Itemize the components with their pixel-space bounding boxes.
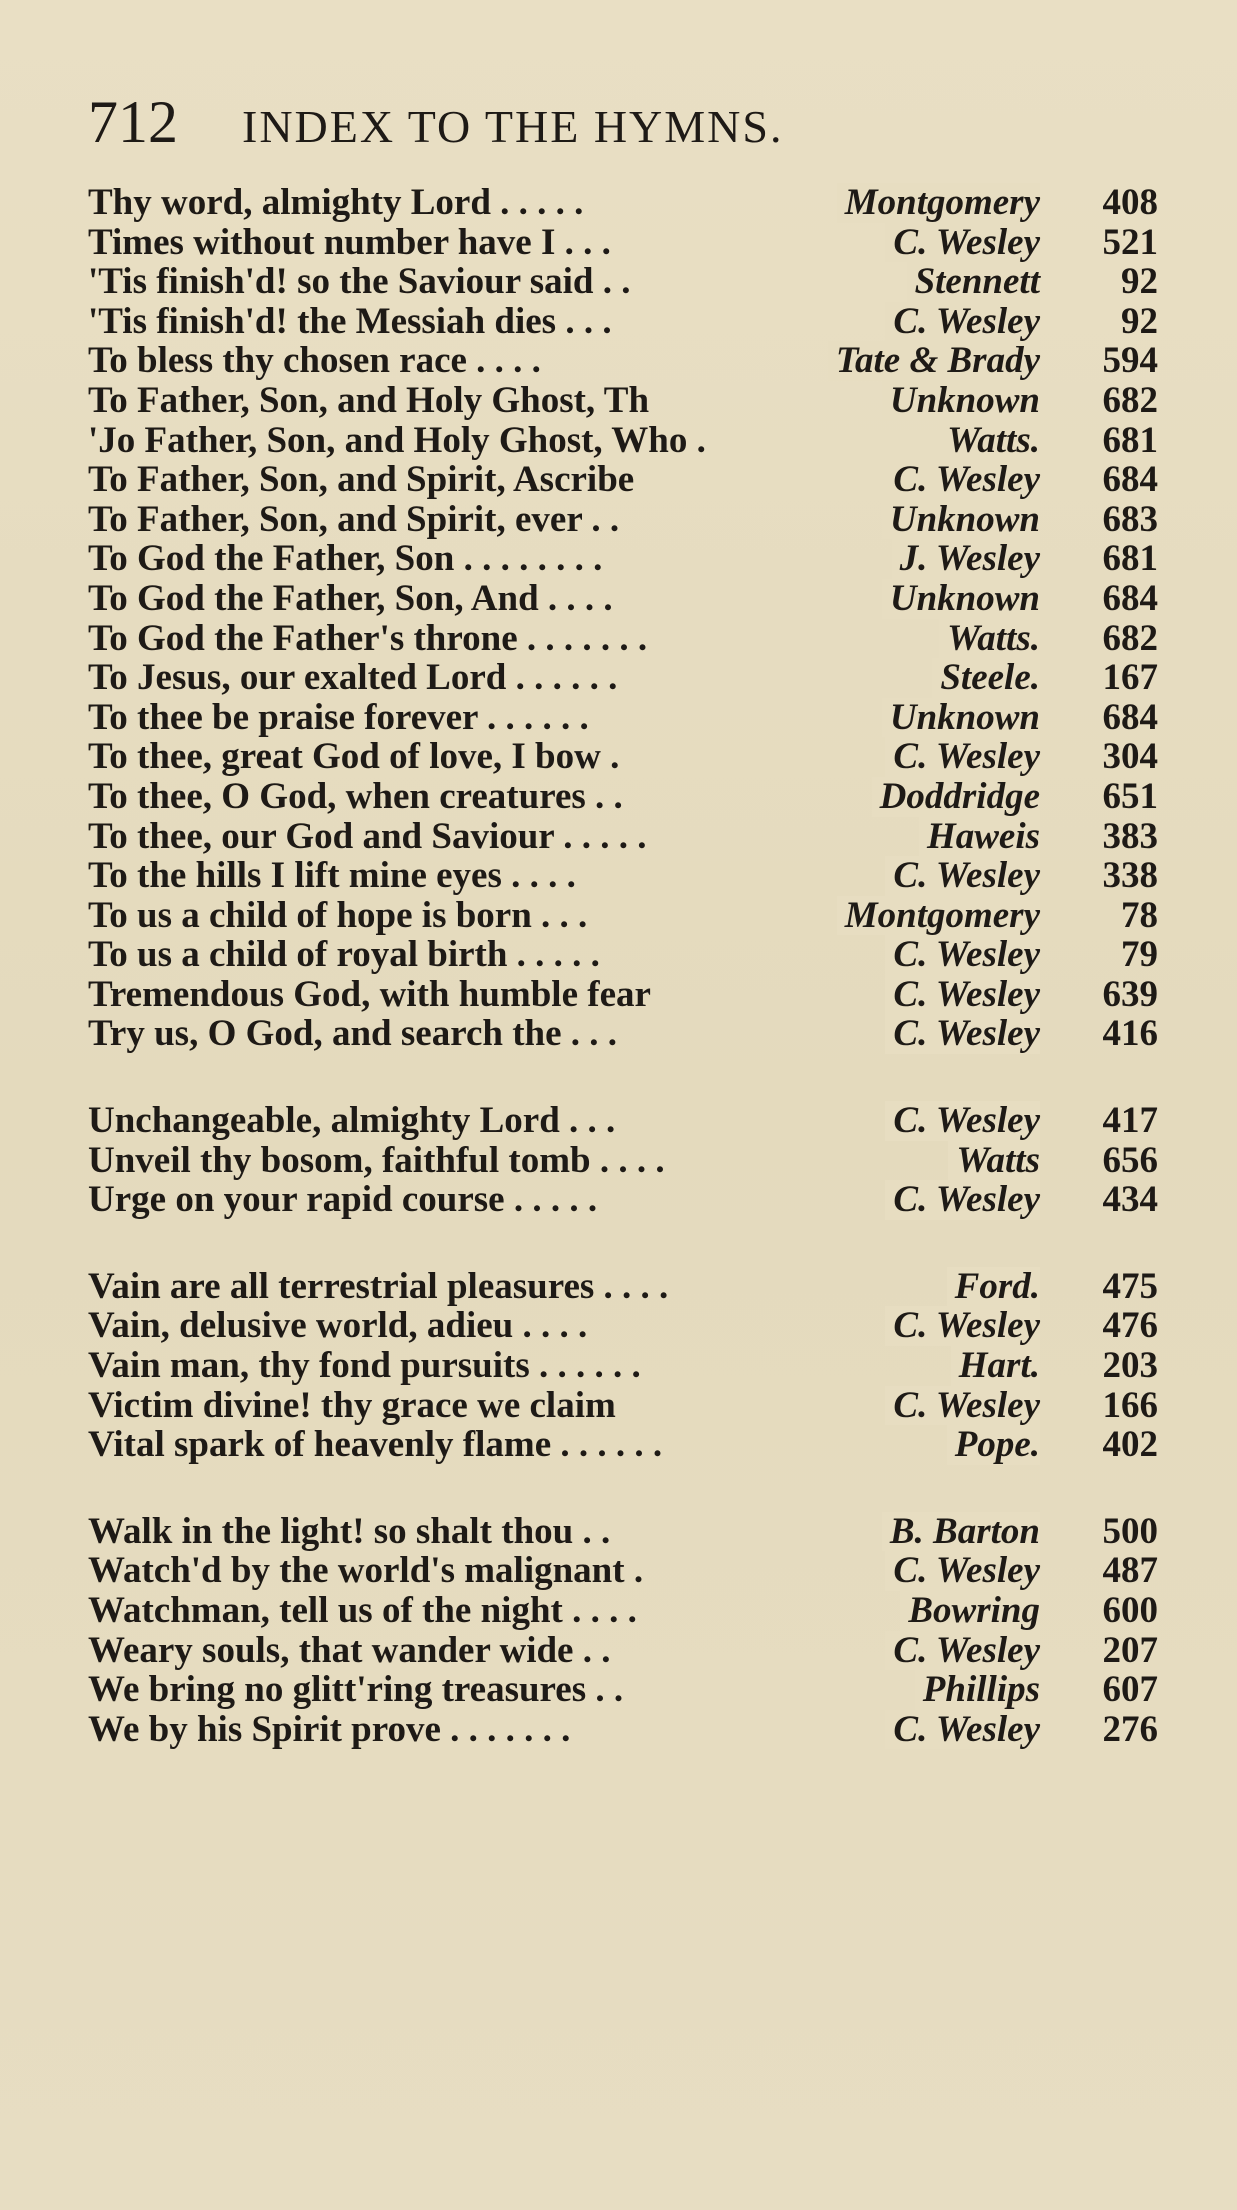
hymn-number: 681 <box>1102 539 1158 579</box>
hymn-number: 207 <box>1102 1630 1158 1671</box>
hymn-first-line: Victim divine! thy grace we claim <box>88 1385 616 1426</box>
hymn-author: Montgomery <box>837 183 1040 223</box>
hymn-number: 683 <box>1102 499 1158 540</box>
hymn-first-line: 'Tis finish'd! so the Saviour said . . <box>88 262 631 302</box>
hymn-first-line: To God the Father, Son . . . . . . . . <box>88 539 603 579</box>
hymn-number: 78 <box>1121 895 1158 936</box>
index-entry <box>88 421 1158 461</box>
hymn-author: Unknown <box>882 500 1040 540</box>
index-entry <box>88 223 1158 263</box>
index-entry <box>88 262 1158 302</box>
hymn-first-line: To bless thy chosen race . . . . <box>88 341 541 381</box>
hymn-author: Ford. <box>947 1267 1040 1307</box>
index-entry <box>88 896 1158 936</box>
hymn-first-line: To God the Father's throne . . . . . . . <box>88 618 648 659</box>
hymn-author: C. Wesley <box>885 460 1040 500</box>
hymn-number: 383 <box>1102 816 1158 857</box>
hymn-number: 607 <box>1102 1670 1158 1710</box>
hymn-number: 434 <box>1102 1180 1158 1220</box>
index-entry <box>88 1591 1158 1631</box>
hymn-number: 651 <box>1102 776 1158 817</box>
hymn-first-line: Vital spark of heavenly flame . . . . . . <box>88 1425 663 1465</box>
hymn-author: Bowring <box>900 1591 1040 1631</box>
running-head: INDEX TO THE HYMNS. <box>242 101 784 152</box>
hymn-number: 475 <box>1102 1266 1158 1307</box>
index-entry <box>88 737 1158 777</box>
index-entry <box>88 1631 1158 1671</box>
hymn-author: Phillips <box>915 1670 1040 1710</box>
index-entry <box>88 1346 1158 1386</box>
hymn-author: Doddridge <box>872 777 1040 817</box>
hymn-first-line: To thee, our God and Saviour . . . . . <box>88 816 647 857</box>
index-entry <box>88 539 1158 579</box>
hymn-number: 487 <box>1102 1551 1158 1591</box>
hymn-first-line: To God the Father, Son, And . . . . <box>88 578 613 619</box>
index-entry <box>88 658 1158 698</box>
hymn-author: Watts <box>948 1141 1040 1181</box>
hymn-first-line: Unchangeable, almighty Lord . . . <box>88 1101 616 1141</box>
hymn-first-line: Vain are all terrestrial pleasures . . . . <box>88 1266 669 1307</box>
index-entry <box>88 1014 1158 1054</box>
index-entry <box>88 500 1158 540</box>
hymn-number: 684 <box>1102 460 1158 500</box>
index-entry <box>88 1710 1158 1750</box>
hymn-first-line: To thee, O God, when creatures . . <box>88 776 623 817</box>
hymn-number: 476 <box>1102 1306 1158 1347</box>
hymn-first-line: Tremendous God, with humble fear <box>88 974 651 1015</box>
hymn-number: 684 <box>1102 578 1158 619</box>
hymn-first-line: We by his Spirit prove . . . . . . . <box>88 1709 571 1750</box>
hymn-author: Hart. <box>951 1346 1040 1386</box>
hymn-author: J. Wesley <box>892 539 1040 579</box>
hymn-author: Steele. <box>932 658 1040 698</box>
hymn-number: 276 <box>1102 1709 1158 1750</box>
hymn-first-line: 'Tis finish'd! the Messiah dies . . . <box>88 301 612 342</box>
hymn-number: 656 <box>1102 1140 1158 1181</box>
hymn-author: Unknown <box>882 698 1040 738</box>
index-entry <box>88 1141 1158 1181</box>
hymn-number: 408 <box>1102 183 1158 223</box>
index-entry <box>88 579 1158 619</box>
hymn-number: 167 <box>1102 658 1158 698</box>
hymn-author: Tate & Brady <box>828 341 1040 381</box>
hymn-first-line: To us a child of royal birth . . . . . <box>88 935 600 975</box>
hymn-first-line: Vain, delusive world, adieu . . . . <box>88 1306 588 1347</box>
hymn-number: 166 <box>1102 1385 1158 1426</box>
hymn-first-line: To Jesus, our exalted Lord . . . . . . <box>88 658 618 698</box>
index-section-u <box>88 1101 1158 1220</box>
hymn-author: Montgomery <box>837 896 1040 936</box>
hymn-author: C. Wesley <box>885 1306 1040 1346</box>
hymn-number: 92 <box>1121 262 1158 302</box>
hymn-author: Pope. <box>947 1425 1040 1465</box>
page-number: 712 <box>88 89 178 155</box>
index-entry <box>88 856 1158 896</box>
hymn-first-line: Times without number have I . . . <box>88 222 611 263</box>
index-entry <box>88 1306 1158 1346</box>
hymn-number: 594 <box>1102 341 1158 381</box>
hymn-author: Haweis <box>919 817 1040 857</box>
index-entry <box>88 302 1158 342</box>
hymn-author: C. Wesley <box>885 223 1040 263</box>
index-section-t <box>88 183 1158 1054</box>
hymn-number: 203 <box>1102 1346 1158 1386</box>
hymn-author: C. Wesley <box>885 302 1040 342</box>
hymn-first-line: Weary souls, that wander wide . . <box>88 1630 611 1671</box>
hymn-author: Unknown <box>882 381 1040 421</box>
hymn-first-line: 'Jo Father, Son, and Holy Ghost, Who . <box>88 420 706 461</box>
index-entry <box>88 1180 1158 1220</box>
hymn-number: 416 <box>1102 1014 1158 1055</box>
hymn-first-line: Watch'd by the world's malignant . <box>88 1551 644 1591</box>
hymn-first-line: Try us, O God, and search the . . . <box>88 1014 618 1055</box>
index-section-w <box>88 1512 1158 1750</box>
hymn-author: C. Wesley <box>885 1014 1040 1054</box>
hymn-author: C. Wesley <box>885 1551 1040 1591</box>
hymn-number: 79 <box>1121 935 1158 975</box>
hymn-author: Stennett <box>907 262 1040 302</box>
index-entry <box>88 698 1158 738</box>
hymn-first-line: To thee be praise forever . . . . . . <box>88 697 589 738</box>
hymn-number: 500 <box>1102 1511 1158 1552</box>
index-entry <box>88 1386 1158 1426</box>
hymn-first-line: Vain man, thy fond pursuits . . . . . . <box>88 1346 641 1386</box>
hymn-number: 417 <box>1102 1101 1158 1141</box>
index-entry <box>88 1101 1158 1141</box>
hymn-first-line: Urge on your rapid course . . . . . <box>88 1180 598 1220</box>
hymn-first-line: Walk in the light! so shalt thou . . <box>88 1511 611 1552</box>
hymn-author: C. Wesley <box>885 975 1040 1015</box>
hymn-author: C. Wesley <box>885 856 1040 896</box>
index-entry <box>88 777 1158 817</box>
index-entry <box>88 975 1158 1015</box>
hymn-number: 681 <box>1102 420 1158 461</box>
hymn-author: C. Wesley <box>885 935 1040 975</box>
hymn-first-line: To thee, great God of love, I bow . <box>88 737 620 777</box>
hymn-author: C. Wesley <box>885 1101 1040 1141</box>
index-entry <box>88 1551 1158 1591</box>
hymn-first-line: Watchman, tell us of the night . . . . <box>88 1591 637 1631</box>
index-entry <box>88 1267 1158 1307</box>
hymn-author: C. Wesley <box>885 1180 1040 1220</box>
index-entry <box>88 817 1158 857</box>
index-entry <box>88 1425 1158 1465</box>
hymn-author: C. Wesley <box>885 1386 1040 1426</box>
hymn-number: 304 <box>1102 737 1158 777</box>
hymn-first-line: Thy word, almighty Lord . . . . . <box>88 183 584 223</box>
index-entry <box>88 341 1158 381</box>
index-entry <box>88 381 1158 421</box>
hymn-number: 639 <box>1102 974 1158 1015</box>
hymn-first-line: Unveil thy bosom, faithful tomb . . . . <box>88 1140 665 1181</box>
hymn-number: 600 <box>1102 1591 1158 1631</box>
hymn-number: 684 <box>1102 697 1158 738</box>
hymn-first-line: To Father, Son, and Spirit, ever . . <box>88 499 620 540</box>
index-entry <box>88 619 1158 659</box>
index-entry <box>88 1670 1158 1710</box>
index-entry <box>88 183 1158 223</box>
hymn-author: C. Wesley <box>885 1631 1040 1671</box>
hymn-number: 682 <box>1102 380 1158 421</box>
hymn-index <box>88 183 1158 1749</box>
index-entry <box>88 935 1158 975</box>
index-entry <box>88 460 1158 500</box>
hymn-author: B. Barton <box>882 1512 1040 1552</box>
hymn-author: Watts. <box>939 619 1040 659</box>
hymn-author: Unknown <box>882 579 1040 619</box>
hymn-author: C. Wesley <box>885 737 1040 777</box>
hymn-author: Watts. <box>939 421 1040 461</box>
hymn-number: 682 <box>1102 618 1158 659</box>
index-entry <box>88 1512 1158 1552</box>
hymn-number: 338 <box>1102 856 1158 896</box>
hymn-first-line: To the hills I lift mine eyes . . . . <box>88 856 576 896</box>
page-header <box>88 88 1188 158</box>
hymn-first-line: We bring no glitt'ring treasures . . <box>88 1670 624 1710</box>
hymn-author: C. Wesley <box>885 1710 1040 1750</box>
hymn-number: 402 <box>1102 1425 1158 1465</box>
hymn-number: 92 <box>1121 301 1158 342</box>
hymn-first-line: To us a child of hope is born . . . <box>88 895 588 936</box>
index-section-v <box>88 1267 1158 1465</box>
hymn-first-line: To Father, Son, and Spirit, Ascribe <box>88 460 635 500</box>
hymn-first-line: To Father, Son, and Holy Ghost, Th <box>88 380 650 421</box>
hymn-number: 521 <box>1102 222 1158 263</box>
